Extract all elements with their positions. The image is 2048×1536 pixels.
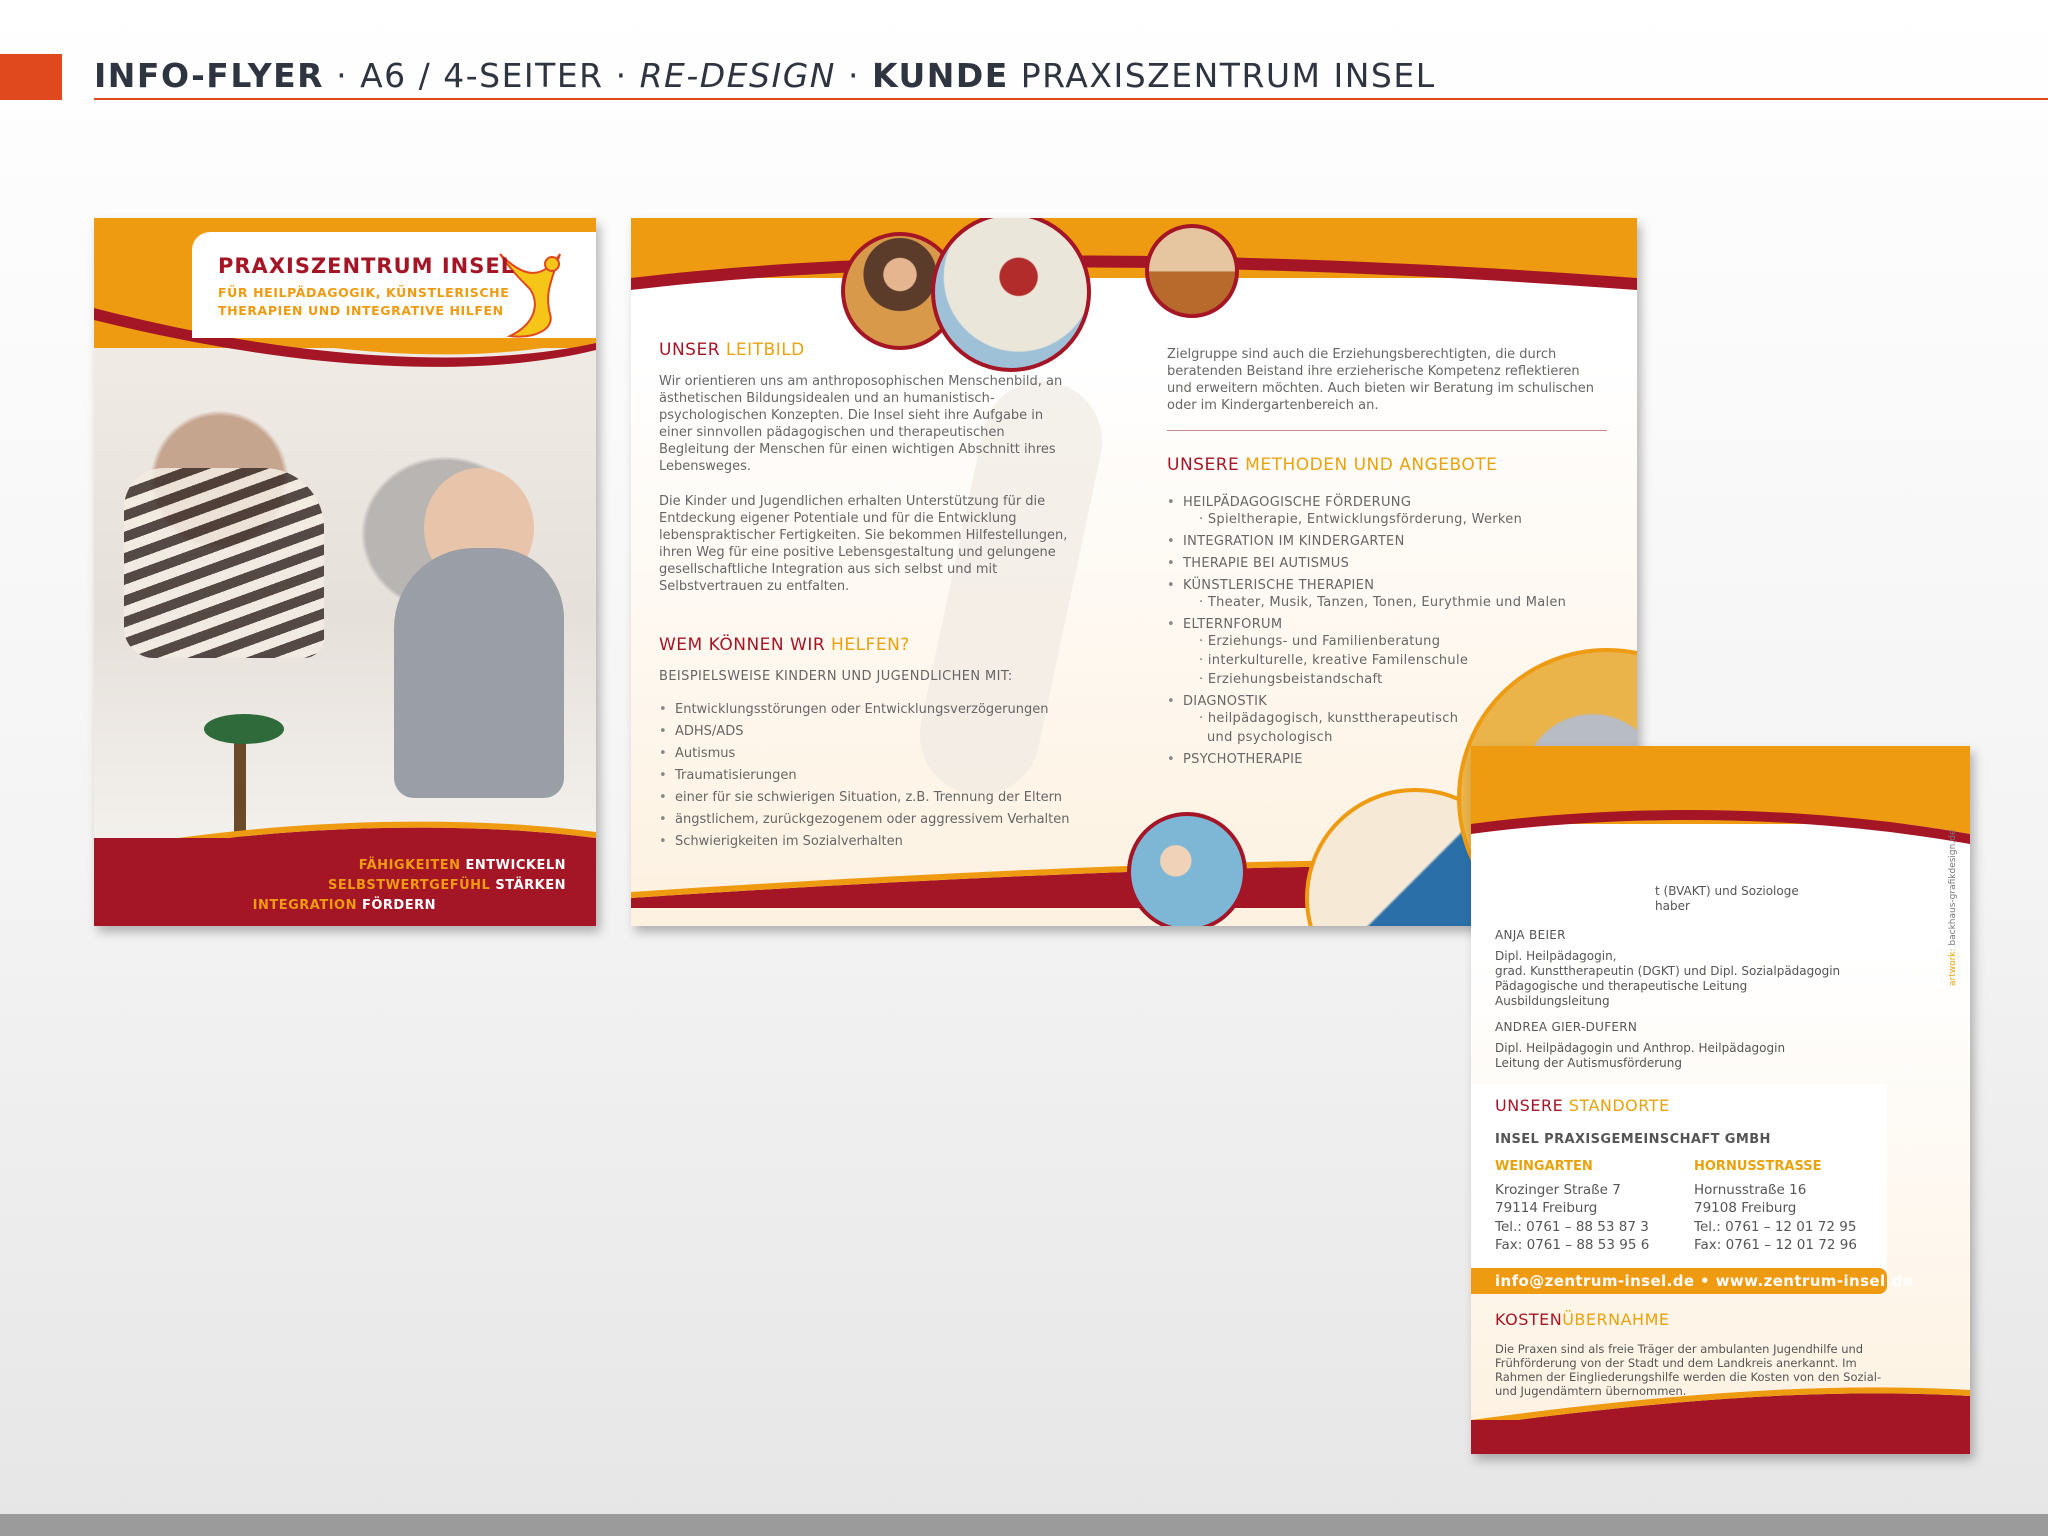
heading-redesign: RE-DESIGN [639,56,836,95]
leitbild-heading-red: UNSER [659,340,721,360]
methoden-item-4: KÜNSTLERISCHE THERAPIEN [1183,578,1375,593]
back-fragment [1655,884,1799,914]
zielgruppe-text: Zielgruppe sind auch die Erziehungsberechtigten, die durch beratenden Beistand ihre erzieherische Kompetenz reflektieren und erweitern möchten. Auch bieten wir Beratung im schulischen oder im Kindergartenbereich an. [1167,347,1594,413]
team-member-1 [1495,928,1840,1009]
list-item: • ängstlichem, zurückgezogenem oder aggressivem Verhalten [659,811,1070,828]
location-name: WEINGARTEN [1495,1159,1593,1174]
methoden-item-6: DIAGNOSTIK [1183,694,1268,709]
kosten-heading-red: KOSTEN [1495,1310,1563,1329]
page-heading [94,54,1436,98]
list-item: • INTEGRATION IM KINDERGARTEN [1167,533,1607,550]
back-bottom-band [1471,1420,1970,1454]
methoden-item-1: HEILPÄDAGOGISCHE FÖRDERUNG [1183,495,1412,510]
heading-flyer: INFO-FLYER [94,56,325,95]
cover-tagline-1 [359,858,566,873]
helfen-heading-orange: HELFEN? [825,635,910,655]
helfen-heading [659,637,1070,654]
website-link[interactable]: www.zentrum-insel.de [1715,1272,1914,1290]
methoden-sub: · Theater, Musik, Tanzen, Tonen, Eurythmie und Malen [1199,595,1567,610]
tag2-highlight: SELBSTWERTGEFÜHL [328,878,491,893]
leitbild-section [659,342,1070,855]
team-member-2 [1495,1020,1785,1071]
tag3-highlight: INTEGRATION [252,898,357,913]
team-line: Dipl. Heilpädagogin und Anthrop. Heilpädagogin [1495,1041,1786,1055]
standorte-heading-red: UNSERE [1495,1096,1564,1115]
list-item: • Schwierigkeiten im Sozialverhalten [659,833,1070,850]
team-name: ANDREA GIER-DUFERN [1495,1020,1638,1034]
methoden-item-5: ELTERNFORUM [1183,617,1283,632]
list-item: • Traumatisierungen [659,767,1070,784]
section-divider [1167,430,1607,431]
methoden-heading-orange: METHODEN UND ANGEBOTE [1239,455,1498,475]
methoden-sub: · Spieltherapie, Entwicklungsförderung, Werken [1199,512,1523,527]
methoden-sub: · Erziehungs- und Familienberatung [1199,634,1441,649]
heading-kunde: KUNDE [871,56,1009,95]
helfen-intro: BEISPIELSWEISE KINDERN UND JUGENDLICHEN MIT: [659,669,1013,684]
cover-subtitle [218,284,509,320]
company-name: INSEL PRAXISGEMEINSCHAFT GMBH [1495,1132,1771,1147]
tag2-rest: STÄRKEN [490,878,566,893]
list-item: • ADHS/ADS [659,723,1070,740]
list-item: • Entwicklungsstörungen oder Entwicklungsverzögerungen [659,701,1070,718]
methoden-heading [1167,457,1607,474]
cover-subtitle-line1: FÜR HEILPÄDAGOGIK, KÜNSTLERISCHE [218,285,510,300]
cover-title: PRAXISZENTRUM INSEL [218,254,516,278]
team-line: Ausbildungsleitung [1495,994,1610,1008]
location-fax: Fax: 0761 – 88 53 95 6 [1495,1237,1650,1253]
photo-boy-hoodie [394,548,564,798]
heading-format: · A6 / 4-SEITER · [324,56,640,95]
photo-circle-workshop [1145,224,1239,318]
photo-circle-painting [1127,812,1247,926]
heading-client: PRAXISZENTRUM INSEL [1008,56,1436,95]
heading-sep: · [835,56,872,95]
cover-photo [94,318,596,858]
tag1-rest: ENTWICKELN [460,858,566,873]
standorte-heading-orange: STANDORTE [1563,1096,1670,1115]
leitbild-paragraph-2: Die Kinder und Jugendlichen erhalten Unterstützung für die Entdeckung eigener Potentiale und für die Entwicklung lebenspraktischer Fertigkeiten. Sie bekommen Hilfestellungen, ihren Weg für eine positive Lebensgestaltung und gelungene gesellschaftliche Integration aus sich selbst und mit Selbstvertrauen zu entfalten. [659,494,1068,594]
photo-palm-leaves [204,714,284,744]
methoden-sub: · interkulturelle, kreative Familenschule [1199,653,1469,668]
team-line: Leitung der Autismusförderung [1495,1056,1682,1070]
list-item [1167,577,1607,611]
location-hornusstrasse [1694,1158,1857,1255]
artwork-credit [1948,830,1958,986]
tag3-rest: FÖRDERN [356,898,436,913]
cover-tagline-2 [328,878,566,893]
standorte-heading [1495,1098,1670,1113]
team-line: Dipl. Heilpädagogin, [1495,949,1617,963]
flyer-cover [94,218,596,926]
location-street: Hornusstraße 16 [1694,1181,1807,1198]
cover-subtitle-line2: THERAPIEN UND INTEGRATIVE HILFEN [218,303,504,318]
tag1-highlight: FÄHIGKEITEN [358,858,461,873]
list-item [1167,494,1607,528]
list-item: • Autismus [659,745,1070,762]
header-rule [94,98,2048,100]
location-street: Krozinger Straße 7 [1495,1181,1621,1198]
list-item: • PSYCHOTHERAPIE [1167,751,1607,768]
leitbild-heading-orange: LEITBILD [720,340,805,360]
location-name: HORNUSSTRASSE [1694,1159,1822,1174]
helfen-heading-red: WEM KÖNNEN WIR [659,635,826,655]
methoden-sub: · Erziehungsbeistandschaft [1199,672,1383,687]
team-line: grad. Kunsttherapeutin (DGKT) und Dipl. Sozialpädagogin [1495,964,1841,978]
inside-top-wave [631,238,1637,318]
methoden-heading-red: UNSERE [1167,455,1240,475]
location-city: 79108 Freiburg [1694,1200,1797,1216]
kosten-heading-orange: ÜBERNAHME [1562,1310,1670,1329]
location-phone: Tel.: 0761 – 88 53 87 3 [1495,1218,1649,1235]
back-fragment-1: t (BVAKT) und Soziologe [1655,884,1799,898]
location-city: 79114 Freiburg [1495,1200,1598,1216]
team-name: ANJA BEIER [1495,928,1566,942]
location-fax: Fax: 0761 – 12 01 72 96 [1694,1237,1857,1253]
photo-man-sweater [124,468,324,658]
leitbild-heading [659,342,1070,359]
kosten-heading [1495,1312,1670,1327]
header-accent-block [0,54,62,100]
list-item: • einer für sie schwierigen Situation, z.B. Trennung der Eltern [659,789,1070,806]
contact-bar [1471,1268,1914,1294]
email-link[interactable]: info@zentrum-insel.de [1495,1272,1695,1290]
credit-label: artwork: [1948,948,1958,986]
helfen-list [659,701,1070,850]
team-line: Pädagogische und therapeutische Leitung [1495,979,1748,993]
back-top-wave [1471,794,1970,854]
leitbild-paragraph-1: Wir orientieren uns am anthroposophischen Menschenbild, an ästhetischen Bildungsidealen und an humanistisch-psychologischen Konzepten. Die Insel sieht ihre Aufgabe in einer sinnvollen pädagogischen und therapeutischen Begleitung der Menschen für einen wichtigen Abschnitt ihres Lebensweges. [659,374,1063,474]
list-item: • THERAPIE BEI AUTISMUS [1167,555,1607,572]
cover-tagline-3 [253,898,436,913]
credit-name: backhaus-grafikdesign.de [1948,829,1958,949]
location-phone: Tel.: 0761 – 12 01 72 95 [1694,1218,1857,1235]
footer-bar [0,1514,2048,1536]
contact-separator: • [1694,1272,1716,1290]
methoden-sub: und psychologisch [1207,730,1333,745]
kosten-text: Die Praxen sind als freie Träger der ambulanten Jugendhilfe und Frühförderung von der Stadt und dem Landkreis anerkannt. Im Rahmen der Eingliederungshilfe werden die Kosten von den Sozial- und Jugendämtern übernommen. [1495,1342,1882,1398]
location-weingarten [1495,1158,1649,1255]
methoden-sub: · heilpädagogisch, kunsttherapeutisch [1199,711,1459,726]
back-fragment-2: haber [1655,899,1690,913]
flyer-back-panel [1471,746,1970,1454]
